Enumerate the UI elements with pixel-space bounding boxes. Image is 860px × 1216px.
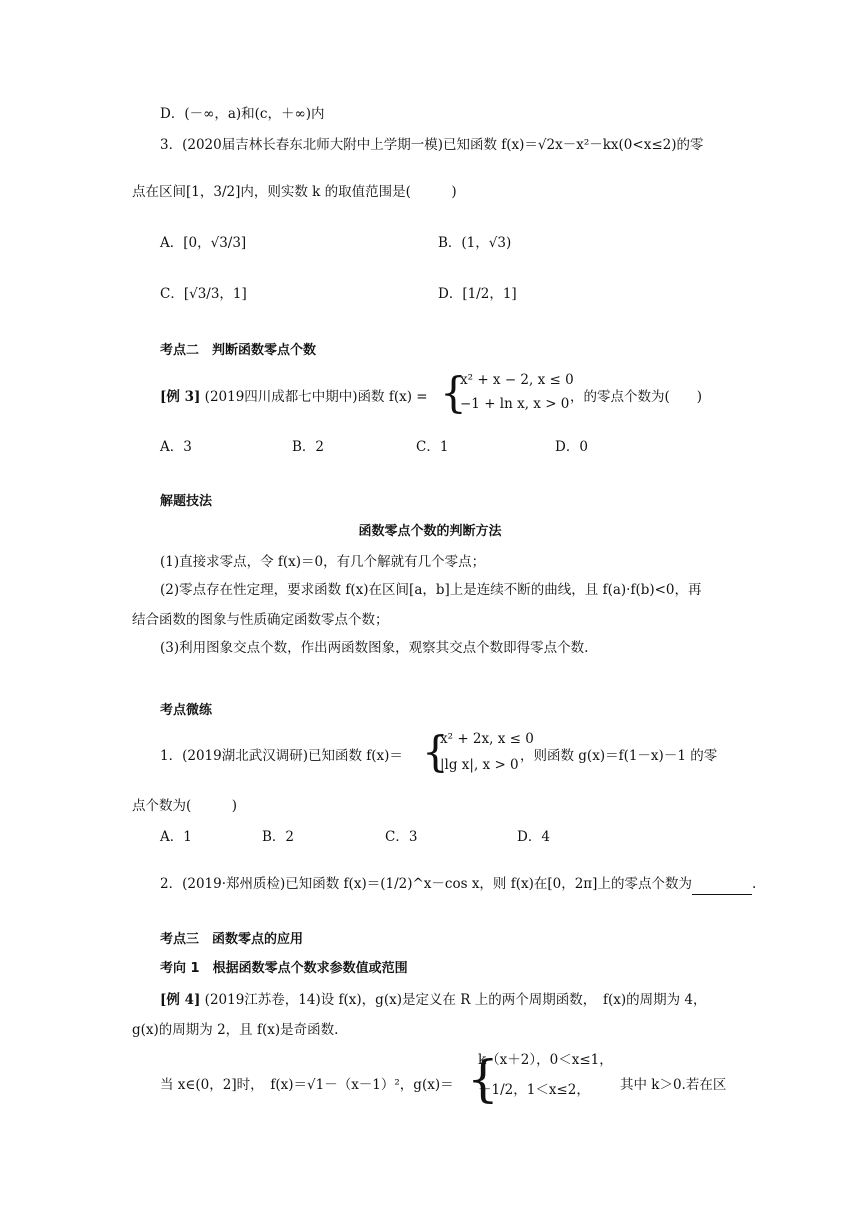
tips-item1: (1)直接求零点，令 f(x)＝0，有几个解就有几个零点； (160, 554, 486, 570)
practice-q1-option-a: A．1 (160, 829, 192, 845)
practice-q2-pre: 2．(2019·郑州质检)已知函数 f(x)＝ (160, 876, 381, 892)
practice-q2-post: －cos x，则 f(x)在[0，2π]上的零点个数为 (431, 876, 692, 892)
q3-option-a: A．[0，√3/3] (160, 235, 247, 251)
example3-text: (2019四川成都七中期中)函数 f(x) = (204, 389, 428, 405)
ex3-option-c: C．1 (416, 439, 449, 455)
g-brace: { (467, 1050, 499, 1108)
tips-title: 函数零点个数的判断方法 (358, 524, 502, 539)
ex3-option-d: D．0 (555, 439, 588, 455)
ex3-option-a: A．3 (160, 439, 192, 455)
q3-line1: 3．(2020届吉林长春东北师大附中上学期一模)已知函数 f(x)＝√2x－x²－kx(0<x≤2)的零 (160, 137, 704, 153)
example3-piece1: x² + x − 2, x ≤ 0 (460, 372, 574, 388)
practice-q1-post: ，则函数 g(x)＝f(1－x)－1 的零 (520, 748, 718, 764)
tips-item2a: (2)零点存在性定理，要求函数 f(x)在区间[a，b]上是连续不断的曲线，且 f(a)·f(b)<0，再 (160, 582, 702, 598)
tips-item2b: 结合函数的图象与性质确定函数零点个数； (132, 612, 389, 628)
practice-q1-option-c: C．3 (385, 829, 418, 845)
practice-q1-piece2: |lg x|, x > 0 (440, 757, 519, 773)
section3-subheading: 考向 1 根据函数零点个数求参数值或范围 (160, 961, 408, 976)
g-piece2: －1/2，1＜x≤2， (478, 1082, 590, 1098)
q3-line2 (132, 181, 457, 203)
answer-blank[interactable] (692, 880, 752, 895)
practice-q1-pre: 1．(2019湖北武汉调研)已知函数 f(x)＝ (160, 748, 403, 764)
ex3-option-b: B．2 (292, 439, 325, 455)
g-system (478, 1048, 618, 1108)
g-piece1: k（x＋2），0＜x≤1， (478, 1052, 613, 1068)
example3-tail: ，的零点个数为( ) (570, 389, 703, 405)
practice-q1-option-b: B．2 (262, 829, 295, 845)
practice-heading: 考点微练 (160, 703, 213, 718)
example3-line (160, 386, 428, 408)
q3-interval: [1，3/2] (186, 184, 241, 200)
example3-piece2: −1 + ln x, x > 0 (460, 396, 570, 412)
practice-q2 (160, 873, 756, 895)
example3-label: [例 3] (160, 389, 201, 405)
practice-q1-piece1: x² + 2x, x ≤ 0 (440, 731, 534, 747)
example4-line3-pre: 当 x∈(0，2]时， f(x)＝√1－（x－1）²，g(x)＝ (160, 1077, 454, 1093)
example4-line3-post: 其中 k＞0.若在区 (620, 1077, 727, 1093)
example4-line2: g(x)的周期为 2，且 f(x)是奇函数. (132, 1022, 339, 1038)
section3-heading: 考点三 函数零点的应用 (160, 932, 304, 947)
practice-q2-frac: (1/2)^x (380, 876, 432, 892)
tips-heading: 解题技法 (160, 494, 213, 509)
q3-option-b: B．(1，√3) (438, 235, 512, 251)
practice-q1-brace: { (422, 727, 449, 776)
q3-line2-pre: 点在区间 (132, 184, 186, 200)
prev-option-d: D．(－∞，a)和(c，＋∞)内 (160, 106, 325, 122)
tips-item3: (3)利用图象交点个数，作出两函数图象，观察其交点个数即得零点个数. (160, 640, 589, 656)
example4-line1 (160, 989, 707, 1011)
example4-text: (2019江苏卷，14)设 f(x)，g(x)是定义在 R 上的两个周期函数， f(x)的周期为 4， (204, 992, 707, 1008)
example4-label: [例 4] (160, 992, 201, 1008)
practice-q2-end: . (751, 876, 757, 892)
q3-option-d: D．[1/2，1] (438, 286, 517, 302)
section2-heading: 考点二 判断函数零点个数 (160, 343, 317, 358)
q3-option-c: C．[√3/3，1] (160, 286, 247, 302)
practice-q1-line2: 点个数为( ) (132, 798, 238, 814)
practice-q1-option-d: D．4 (517, 829, 550, 845)
example3-brace: { (440, 368, 467, 417)
q3-line2-post: 内，则实数 k 的取值范围是( ) (240, 184, 457, 200)
